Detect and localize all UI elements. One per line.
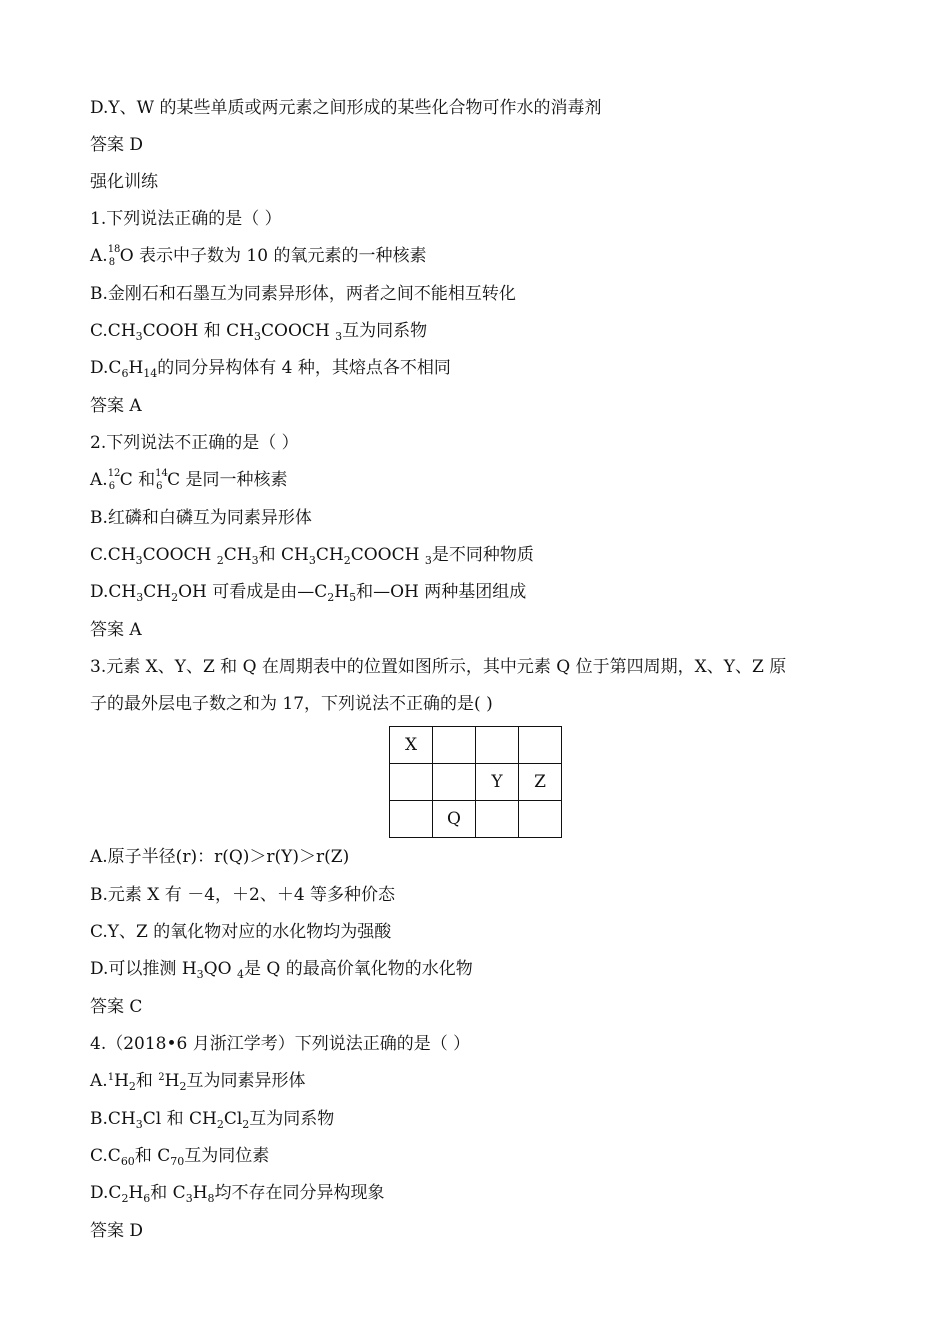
q0-option-d: D.Y、W 的某些单质或两元素之间形成的某些化合物可作水的消毒剂: [90, 98, 602, 118]
table-cell: [519, 727, 562, 764]
table-cell: X: [390, 727, 433, 764]
table-cell: [476, 727, 519, 764]
q1-option-c: $C.CH_3COOH$ 和 $CH_3COOCH$ $_3$互为同系物: [90, 321, 428, 343]
q1-option-d: $D.C_6H_{14}$的同分异构体有 4 种，其熔点各不相同: [90, 358, 451, 380]
q3-option-a: A.原子半径(r)：r(Q)＞r(Y)＞r(Z): [90, 847, 350, 867]
q1-option-a: A. 18 8 O 表示中子数为 10 的氧元素的一种核素: [90, 244, 427, 268]
nuclide-o18: 18 8: [107, 244, 121, 268]
q3-option-b: B.元素 X 有 －4，＋2、＋4 等多种价态: [90, 885, 396, 905]
q4-option-c: $C.C_{60}$和 $C_{70}$互为同位素: [90, 1146, 270, 1168]
table-cell: [433, 727, 476, 764]
q3-stem-line2: 子的最外层电子数之和为 17，下列说法不正确的是( ): [90, 694, 493, 714]
q2-option-d: $D.CH_3CH_2OH$ 可看成是由$—C_2H_5$和—OH 两种基团组成: [90, 582, 527, 604]
table-cell: [476, 801, 519, 838]
nuclide-c14: 14 6: [155, 468, 168, 492]
q4-option-d: $D.C_2H_6$和 $C_3H_8$均不存在同分异构现象: [90, 1183, 385, 1205]
table-cell: [390, 764, 433, 801]
q4-option-b: $B.CH_3Cl$ 和 $CH_2Cl_2$互为同系物: [90, 1109, 335, 1131]
section-title: 强化训练: [90, 172, 158, 192]
q3-option-c: C.Y、Z 的氧化物对应的水化物均为强酸: [90, 922, 392, 942]
nuclide-c12: 12 6: [107, 468, 121, 492]
q1-option-b: B.金刚石和石墨互为同素异形体，两者之间不能相互转化: [90, 284, 516, 304]
q2-option-c: $C.CH_3COOCH$ $_2CH_3$和 $CH_3CH_2COOCH$ $_3$是不同种物质: [90, 545, 534, 567]
table-cell: [433, 764, 476, 801]
q1-stem: 1.下列说法正确的是（ ）: [90, 209, 282, 229]
q4-option-a: $A.^1H_2$和 $^2H_2$互为同素异形体: [90, 1071, 306, 1093]
q2-option-a: A. 12 6 C 和 14 6 C 是同一种核素: [90, 468, 288, 492]
q3-stem-line1: 3.元素 X、Y、Z 和 Q 在周期表中的位置如图所示，其中元素 Q 位于第四周期，X、Y、Z 原: [90, 657, 787, 677]
q3-option-d: D.可以推测 $H_3QO$ $_4$是 Q 的最高价氧化物的水化物: [90, 959, 473, 981]
table-cell: [390, 801, 433, 838]
q4-stem: 4.（2018•6 月浙江学考）下列说法正确的是（ ）: [90, 1034, 471, 1054]
table-cell: Z: [519, 764, 562, 801]
q0-answer: 答案 D: [90, 135, 144, 155]
table-cell: Y: [476, 764, 519, 801]
table-cell: [519, 801, 562, 838]
q2-stem: 2.下列说法不正确的是（ ）: [90, 433, 299, 453]
q2-answer: 答案 A: [90, 620, 142, 640]
q3-answer: 答案 C: [90, 997, 143, 1017]
q4-answer: 答案 D: [90, 1221, 144, 1241]
table-cell: Q: [433, 801, 476, 838]
q1-answer: 答案 A: [90, 396, 142, 416]
periodic-table-fragment: [389, 726, 562, 838]
q2-option-b: B.红磷和白磷互为同素异形体: [90, 508, 312, 528]
